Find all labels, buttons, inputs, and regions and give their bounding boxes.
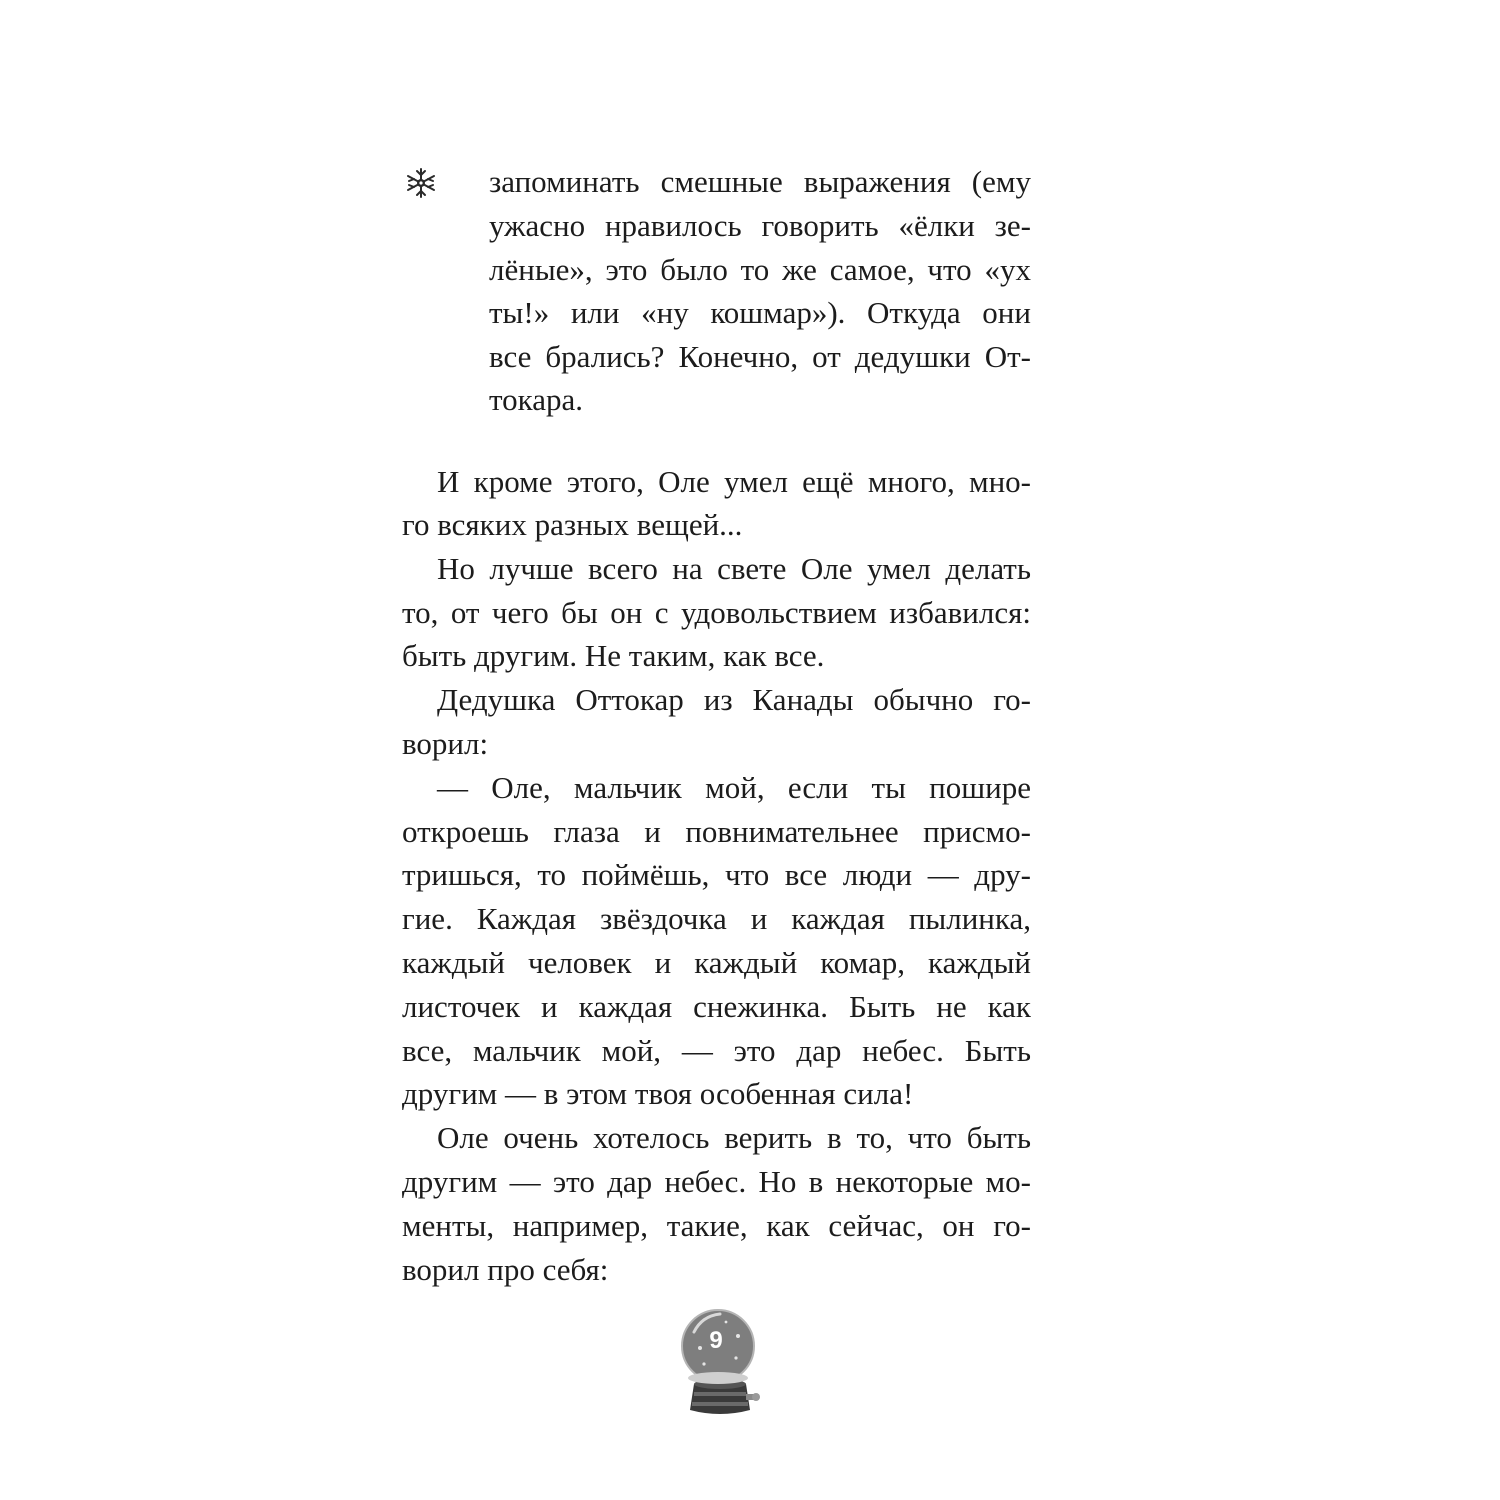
text-line: ворил: xyxy=(402,726,489,761)
text-line: то, от чего бы он с удовольствием избавился: xyxy=(402,595,1031,630)
text-line: Дедушка Оттокар из Канады обычно го- xyxy=(437,682,1031,717)
text-line: все брались? Конечно, от дедушки От- xyxy=(489,339,1031,374)
text-line: быть другим. Не таким, как все. xyxy=(402,638,825,673)
snow-globe-icon xyxy=(680,1308,760,1418)
text-line: запоминать смешные выражения (ему xyxy=(489,164,1031,199)
text-line: менты, например, такие, как сейчас, он го- xyxy=(402,1208,1031,1243)
text-line: другим — это дар небес. Но в некоторые мо- xyxy=(402,1164,1031,1199)
text-line: И кроме этого, Оле умел ещё много, мно- xyxy=(437,464,1031,499)
text-line: каждый человек и каждый комар, каждый xyxy=(402,945,1031,980)
text-line: Но лучше всего на свете Оле умел делать xyxy=(437,551,1031,586)
text-line: го всяких разных вещей... xyxy=(402,507,743,542)
page-number: 9 xyxy=(709,1327,723,1354)
text-line: откроешь глаза и повнимательнее присмо- xyxy=(402,814,1031,849)
text-line: ты!» или «ну кошмар»). Откуда они xyxy=(489,295,1031,330)
snowflake-icon xyxy=(404,166,438,200)
text-line: лёные», это было то же самое, что «ух xyxy=(489,252,1031,287)
text-line: тришься, то поймёшь, что все люди — дру- xyxy=(402,857,1031,892)
text-line: гие. Каждая звёздочка и каждая пылинка, xyxy=(402,901,1031,936)
text-line: другим — в этом твоя особенная сила! xyxy=(402,1076,914,1111)
text-line: — Оле, мальчик мой, если ты пошире xyxy=(437,770,1031,805)
text-line: листочек и каждая снежинка. Быть не как xyxy=(402,989,1031,1024)
text-line: все, мальчик мой, — это дар небес. Быть xyxy=(402,1033,1031,1068)
text-line: ужасно нравилось говорить «ёлки зе- xyxy=(489,208,1031,243)
text-line: токара. xyxy=(489,382,583,417)
text-line: Оле очень хотелось верить в то, что быть xyxy=(437,1120,1031,1155)
text-line: ворил про себя: xyxy=(402,1252,609,1287)
